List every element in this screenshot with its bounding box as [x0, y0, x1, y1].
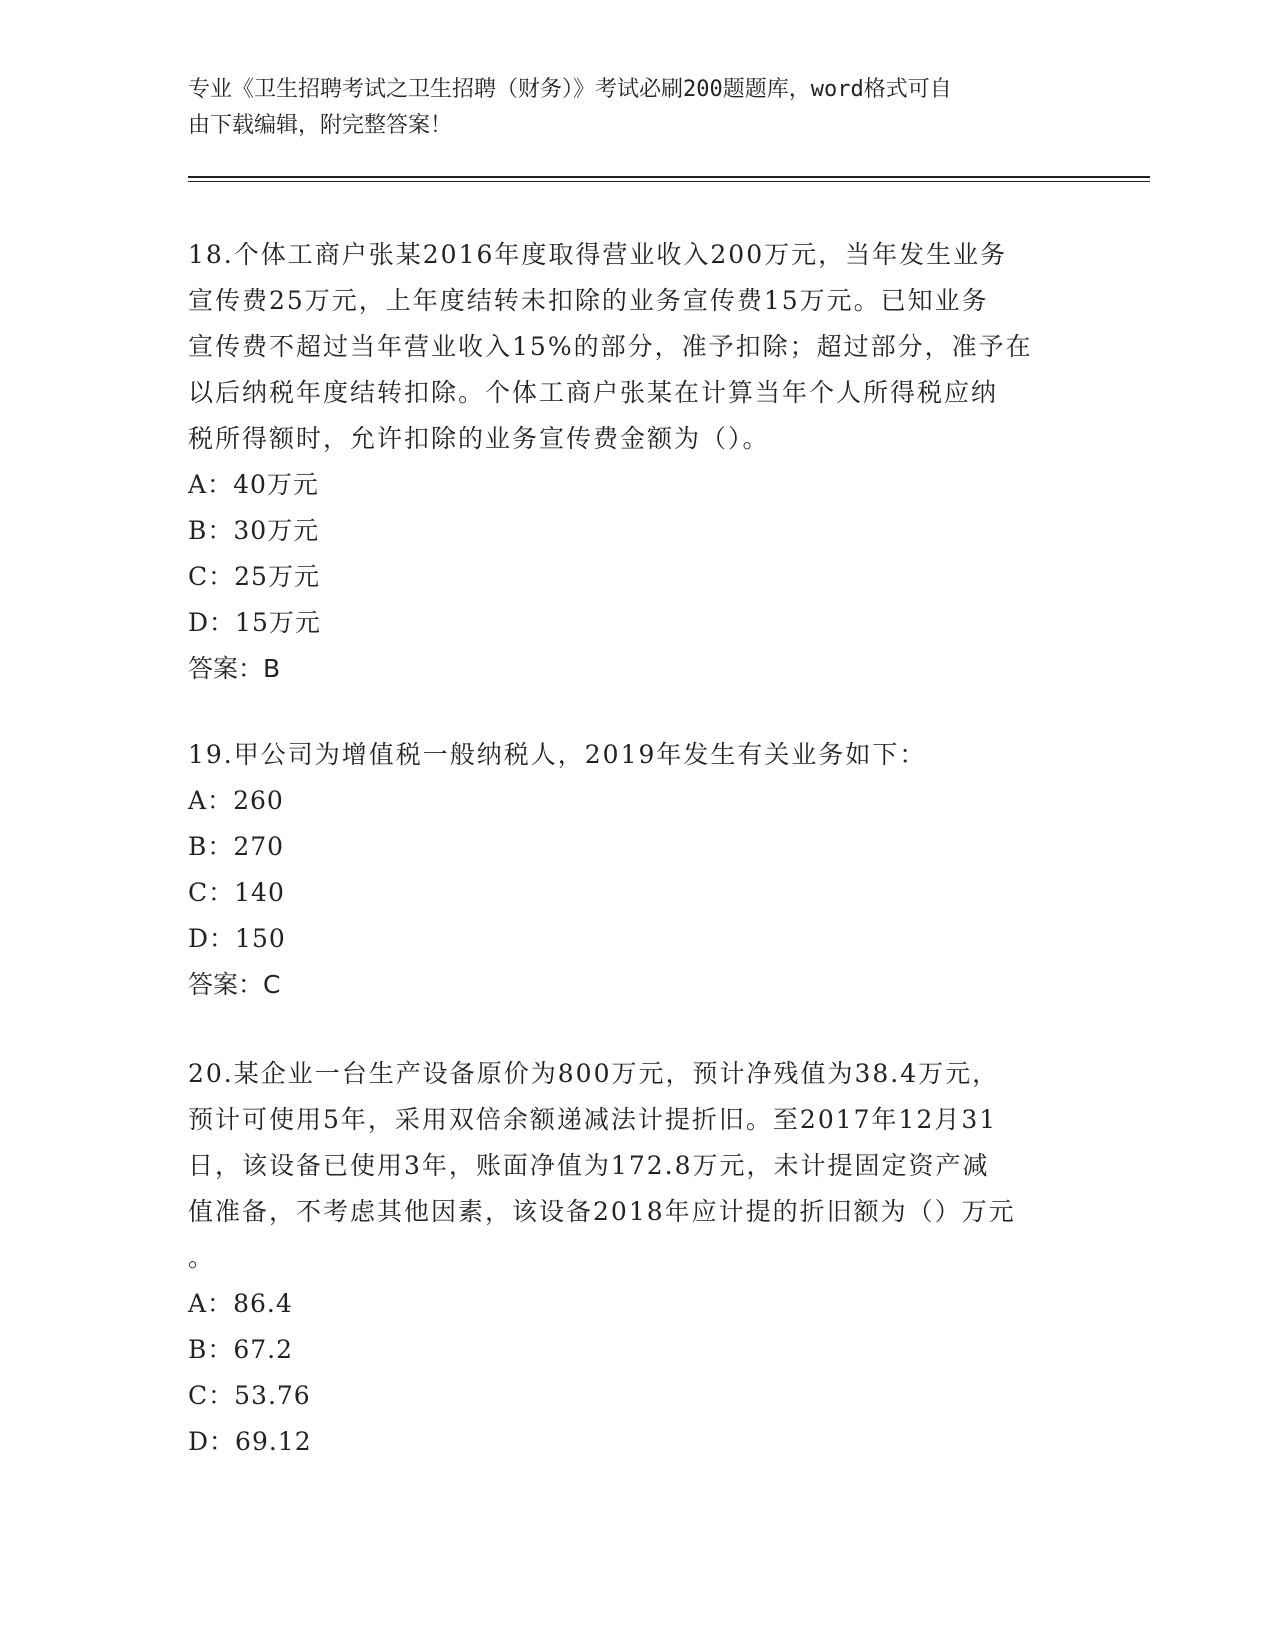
question-text-line: 值准备，不考虑其他因素，该设备2018年应计提的折旧额为（）万元	[188, 1197, 1016, 1226]
header-line-1: 专业《卫生招聘考试之卫生招聘（财务）》考试必刷200题题库，word格式可自	[188, 77, 952, 102]
option-text: 53.76	[234, 1381, 311, 1410]
option-text: 260	[233, 786, 284, 815]
question-19	[188, 732, 1088, 1008]
option-letter: A：	[188, 470, 234, 499]
option-text: 40万元	[233, 470, 319, 499]
question-18	[188, 232, 1088, 692]
option-c	[188, 1373, 1088, 1419]
question-text-line: 。	[188, 1243, 214, 1272]
option-letter: C：	[188, 878, 235, 907]
option-text: 67.2	[233, 1335, 294, 1364]
option-d	[188, 1419, 1088, 1465]
option-d	[188, 600, 1088, 646]
question-text-line: 日，该设备已使用3年，账面净值为172.8万元，未计提固定资产减	[188, 1151, 990, 1180]
answer-label: 答案：B	[188, 654, 281, 683]
option-a	[188, 1281, 1088, 1327]
option-letter: B：	[188, 832, 234, 861]
option-b	[188, 1327, 1088, 1373]
option-letter: C：	[188, 1381, 235, 1410]
option-letter: B：	[188, 516, 234, 545]
question-text-line: 以后纳税年度结转扣除。个体工商户张某在计算当年个人所得税应纳	[188, 378, 999, 407]
option-letter: A：	[188, 786, 234, 815]
option-text: 15万元	[235, 608, 321, 637]
option-text: 25万元	[234, 562, 320, 591]
question-text-line: 宣传费不超过当年营业收入15%的部分，准予扣除；超过部分，准予在	[188, 332, 1033, 361]
option-b	[188, 824, 1088, 870]
question-text-line: 税所得额时，允许扣除的业务宣传费金额为（）。	[188, 424, 770, 453]
option-letter: D：	[188, 924, 236, 953]
option-c	[188, 554, 1088, 600]
option-text: 150	[235, 924, 286, 953]
question-text-line: 预计可使用5年，采用双倍余额递减法计提折旧。至2017年12月31	[188, 1105, 998, 1134]
header-divider-bottom	[188, 181, 1150, 182]
answer-label: 答案：C	[188, 970, 281, 999]
option-text: 270	[233, 832, 285, 861]
question-text-line: 宣传费25万元，上年度结转未扣除的业务宣传费15万元。已知业务	[188, 286, 989, 315]
option-a	[188, 462, 1088, 508]
option-d	[188, 916, 1088, 962]
header-line-2: 由下载编辑，附完整答案！	[188, 113, 453, 138]
document-header	[188, 72, 1068, 144]
question-text-line: 20.某企业一台生产设备原价为800万元，预计净残值为38.4万元，	[188, 1059, 1000, 1088]
option-letter: C：	[188, 562, 235, 591]
option-text: 30万元	[233, 516, 320, 545]
question-text-line: 19.甲公司为增值税一般纳税人，2019年发生有关业务如下：	[188, 740, 927, 769]
option-text: 69.12	[235, 1427, 312, 1456]
option-text: 86.4	[233, 1289, 293, 1318]
question-text-line: 18.个体工商户张某2016年度取得营业收入200万元，当年发生业务	[188, 240, 1008, 269]
header-divider-top	[188, 176, 1150, 178]
option-b	[188, 508, 1088, 554]
option-letter: D：	[188, 1427, 236, 1456]
option-letter: A：	[188, 1289, 234, 1318]
option-letter: B：	[188, 1335, 234, 1364]
option-c	[188, 870, 1088, 916]
option-a	[188, 778, 1088, 824]
option-letter: D：	[188, 608, 236, 637]
option-text: 140	[234, 878, 285, 907]
question-20	[188, 1051, 1088, 1465]
